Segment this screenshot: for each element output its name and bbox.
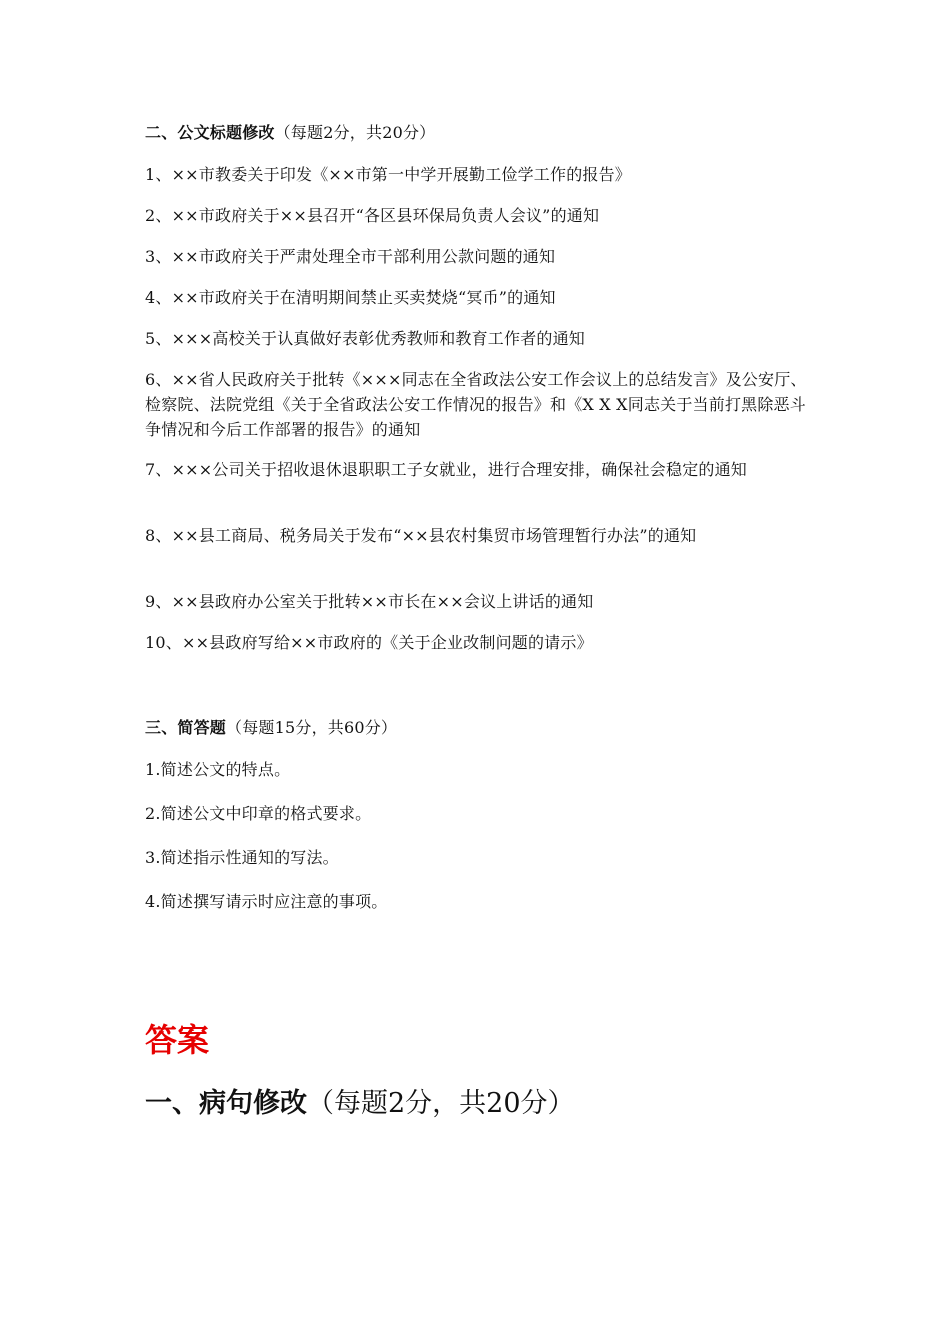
section2-item: 3、××市政府关于严肃处理全市干部利用公款问题的通知 [145, 247, 556, 266]
section2-heading-note: （每题2分，共20分） [274, 123, 436, 142]
section2-item: 4、××市政府关于在清明期间禁止买卖焚烧“冥币”的通知 [145, 288, 556, 307]
section3-item: 3.简述指示性通知的写法。 [145, 848, 339, 867]
answers-subheading-note: （每题2分，共20分） [307, 1088, 575, 1119]
answers-subheading-bold: 一、病句修改 [145, 1088, 307, 1119]
section2-item: 9、××县政府办公室关于批转××市长在××会议上讲话的通知 [145, 592, 594, 611]
section3-item: 1.简述公文的特点。 [145, 760, 291, 779]
answers-title: 答案 [145, 1021, 210, 1059]
section2-item: 6、××省人民政府关于批转《×××同志在全省政法公安工作会议上的总结发言》及公安厅、检察院、法院党组《关于全省政法公安工作情况的报告》和《X X X同志关于当前打黑除恶斗争情况和今后工作部署的报告》的通知 [145, 370, 807, 439]
section3-item: 4.简述撰写请示时应注意的事项。 [145, 892, 388, 911]
section2-item: 10、××县政府写给××市政府的《关于企业改制问题的请示》 [145, 633, 593, 652]
section3-item: 2.简述公文中印章的格式要求。 [145, 804, 372, 823]
section2-item: 8、××县工商局、税务局关于发布“××县农村集贸市场管理暂行办法”的通知 [145, 526, 697, 545]
section2-item: 5、×××高校关于认真做好表彰优秀教师和教育工作者的通知 [145, 329, 585, 348]
answers-subheading [145, 1084, 845, 1124]
section3-heading [145, 715, 815, 740]
section2-heading-bold: 二、公文标题修改 [145, 123, 275, 142]
section2-item: 2、××市政府关于××县召开“各区县环保局负责人会议”的通知 [145, 206, 600, 225]
section2-heading [145, 120, 815, 145]
section2-item: 1、××市教委关于印发《××市第一中学开展勤工俭学工作的报告》 [145, 165, 632, 184]
section3-heading-bold: 三、简答题 [145, 718, 227, 737]
section2-item: 7、×××公司关于招收退休退职职工子女就业，进行合理安排，确保社会稳定的通知 [145, 460, 747, 479]
section3-heading-note: （每题15分，共60分） [226, 718, 398, 737]
